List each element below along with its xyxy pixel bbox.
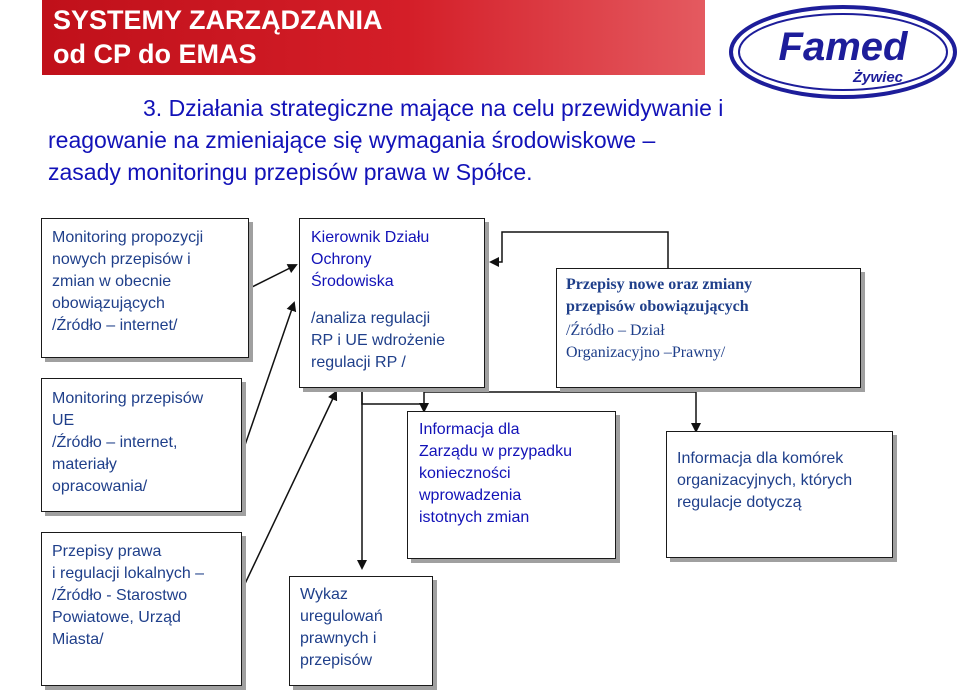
logo-main-text: Famed — [778, 25, 908, 69]
headline-line-3: zasady monitoringu przepisów prawa w Spółce. — [48, 159, 533, 185]
logo-sub-text: Żywiec — [852, 69, 904, 86]
arrow-local-to-manager — [242, 392, 336, 590]
board-information-text: Informacja dla Zarządu w przypadku konieczności wprowadzenia istotnych zmian — [419, 421, 572, 526]
arrow-regulations-to-manager — [491, 232, 668, 268]
monitoring-eu-text: Monitoring przepisów UE /Źródło – internet, materiały opracowania/ — [52, 390, 204, 495]
arrow-eu-to-manager — [245, 303, 294, 445]
manager-body-text: /analiza regulacji RP i UE wdrożenie regulacji RP / — [311, 310, 445, 371]
title-line-2: od CP do EMAS — [53, 39, 257, 69]
headline-line-1: 3. Działania strategiczne mające na celu przewidywanie i — [143, 95, 724, 121]
units-information-text: Informacja dla komórek organizacyjnych, których regulacje dotyczą — [677, 450, 853, 511]
monitoring-proposals-text: Monitoring propozycji nowych przepisów i zmian w obecnie obowiązujących /Źródło – internet/ — [52, 229, 204, 334]
legal-register-text: Wykaz uregulowań prawnych i przepisów — [300, 586, 383, 669]
manager-title-text: Kierownik Działu Ochrony Środowiska — [311, 229, 430, 290]
new-regulations-title-text: Przepisy nowe oraz zmiany przepisów obowiązujących — [566, 276, 753, 315]
arrow-manager-to-board-and-units — [362, 392, 424, 404]
title-line-1: SYSTEMY ZARZĄDZANIA — [53, 5, 383, 35]
local-law-text: Przepisy prawa i regulacji lokalnych – /Źródło - Starostwo Powiatowe, Urząd Miasta/ — [52, 543, 205, 648]
new-regulations-body-text: /Źródło – Dział Organizacyjno –Prawny/ — [566, 322, 726, 361]
arrow-proposals-to-manager — [250, 265, 296, 288]
headline-line-2: reagowanie na zmieniające się wymagania środowiskowe – — [48, 127, 656, 153]
